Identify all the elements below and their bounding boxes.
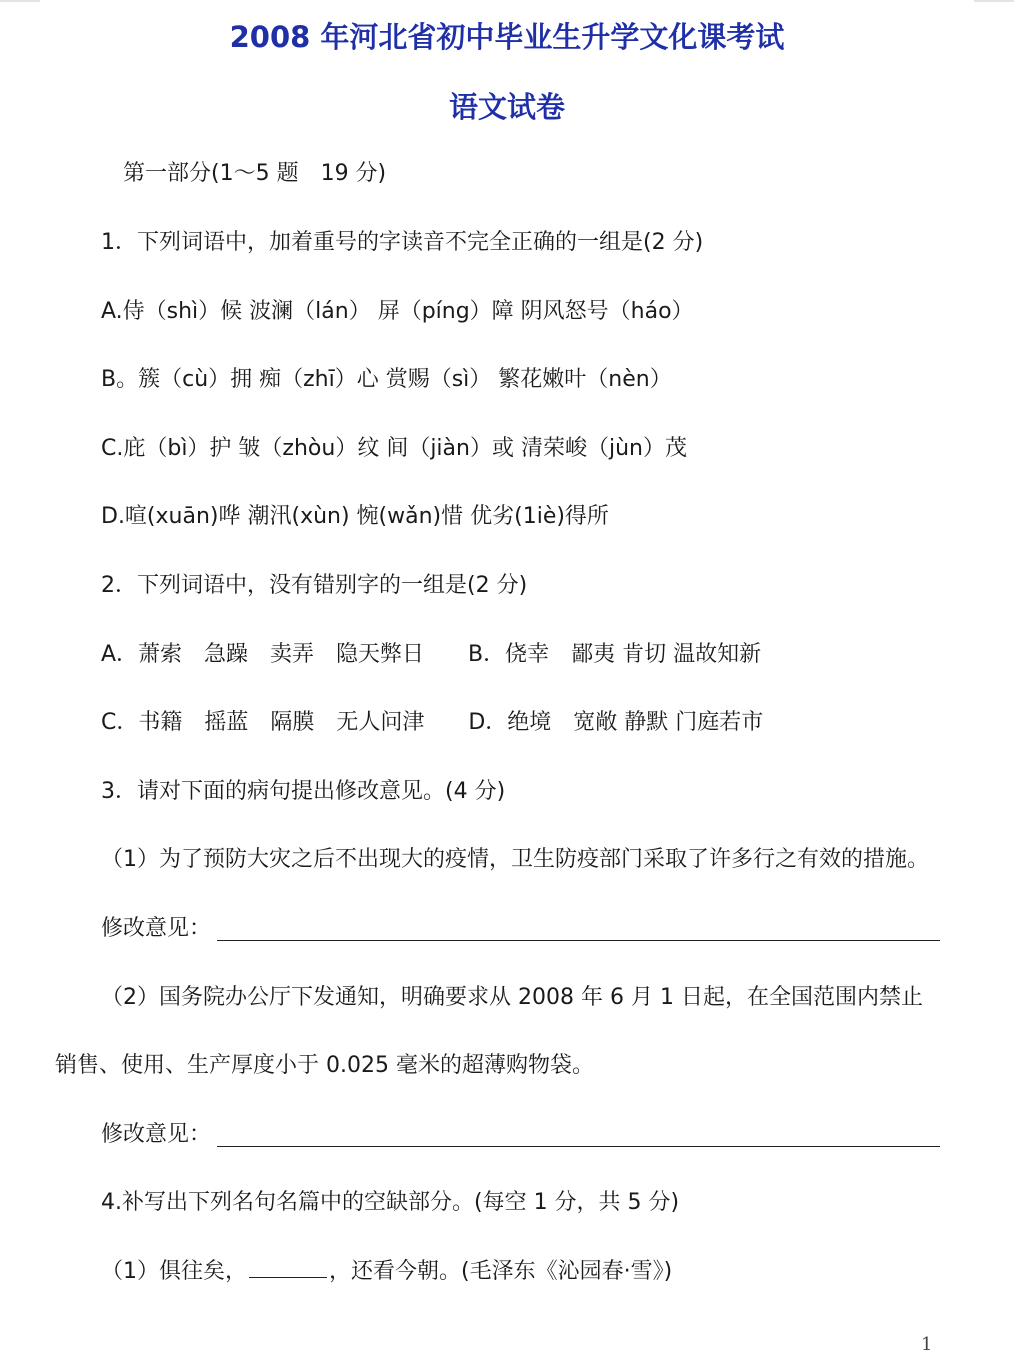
exam-subtitle: 语文试卷 [448,90,565,124]
question-1-option-d: D.喧(xuān)哗 潮汛(xùn) 惋(wǎn)惜 优劣(1iè)得所 [101,504,609,529]
answer-blank-1[interactable] [217,940,940,941]
exam-title: 2008 年河北省初中毕业生升学文化课考试 [229,20,785,54]
revision-label-1: 修改意见： [101,916,212,941]
question-1-option-a: A.侍（shì）候 波澜（lán） 屏（píng）障 阴风怒号（háo） [101,299,694,324]
page-corner-right [974,0,1014,2]
question-3-sentence-2-line-1: （2）国务院办公厅下发通知，明确要求从 2008 年 6 月 1 日起，在全国范围内禁止 [101,985,923,1010]
question-4-item-1-suffix: ，还看今朝。(毛泽东《沁园春·雪》) [329,1259,673,1284]
question-2-options-cd: C．书籍 摇蓝 隔膜 无人问津 D．绝境 宽敞 静默 门庭若市 [101,710,764,735]
question-3-stem: 3．请对下面的病句提出修改意见。(4 分) [101,779,506,804]
question-4-item-1-prefix: （1）俱往矣， [101,1259,247,1284]
fill-in-blank[interactable] [249,1259,327,1278]
question-4-item-1 [101,1257,672,1287]
question-3-sentence-1: （1）为了预防大灾之后不出现大的疫情，卫生防疫部门采取了许多行之有效的措施。 [101,847,929,872]
answer-blank-2[interactable] [217,1146,940,1147]
question-4-stem: 4.补写出下列名句名篇中的空缺部分。(每空 1 分，共 5 分) [101,1190,680,1215]
question-2-stem: 2．下列词语中，没有错别字的一组是(2 分) [101,573,528,598]
question-1-option-b: B。簇（cù）拥 痴（zhī）心 赏赐（sì） 繁花嫩叶（nèn） [101,367,672,392]
section-heading: 第一部分(1～5 题 19 分) [123,161,387,186]
page-corner-left [0,0,40,2]
question-1-stem: 1．下列词语中，加着重号的字读音不完全正确的一组是(2 分) [101,230,704,255]
question-2-options-ab: A．萧索 急躁 卖弄 隐天弊日 B．侥幸 鄙夷 肯切 温故知新 [101,642,762,667]
revision-label-2: 修改意见： [101,1122,212,1147]
question-1-option-c: C.庇（bì）护 皱（zhòu）纹 间（jiàn）或 清荣峻（jùn）茂 [101,436,687,461]
page-number: 1 [921,1334,933,1355]
question-3-sentence-2-line-2: 销售、使用、生产厚度小于 0.025 毫米的超薄购物袋。 [55,1053,594,1078]
